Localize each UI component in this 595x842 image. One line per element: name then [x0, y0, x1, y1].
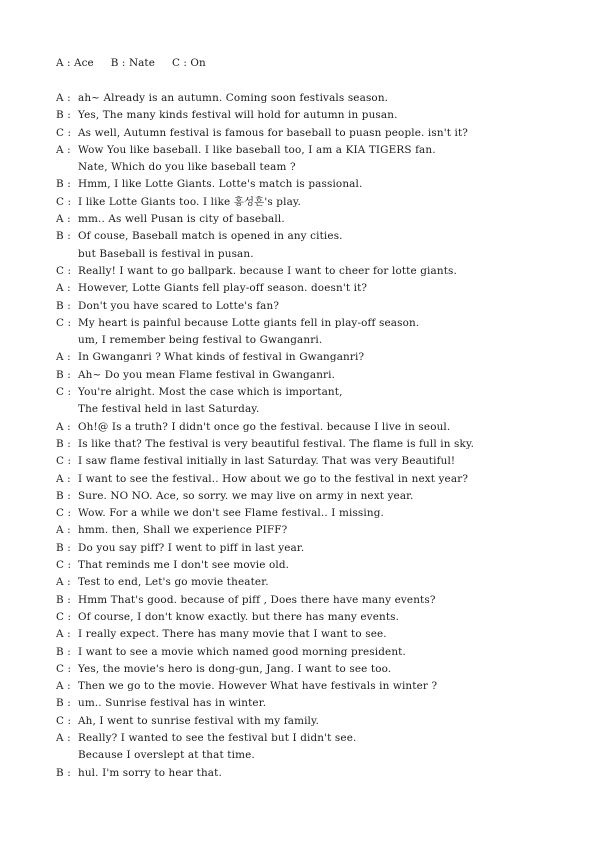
- line-text: That reminds me I don't see movie old.: [78, 559, 290, 572]
- dialogue-line: [56, 211, 556, 228]
- speaker-label: C :: [56, 455, 72, 468]
- speaker-label: A :: [56, 680, 71, 693]
- dialogue-line: [56, 557, 556, 574]
- line-text: Yes, The many kinds festival will hold for autumn in pusan.: [78, 109, 398, 122]
- dialogue-line: [56, 228, 556, 245]
- speaker-label: A :: [56, 282, 71, 295]
- dialogue-line: [56, 765, 556, 782]
- line-text: hmm. then, Shall we experience PIFF?: [78, 524, 288, 537]
- speaker-label: B :: [56, 299, 71, 312]
- dialogue-line: [56, 609, 556, 626]
- line-text: I like Lotte Giants too. I like 홍성흔's play.: [78, 195, 302, 208]
- dialogue-line: [56, 176, 556, 193]
- speaker-label: C :: [56, 662, 72, 675]
- dialogue-line: [56, 125, 556, 142]
- dialogue-line: [56, 419, 556, 436]
- line-text: As well, Autumn festival is famous for baseball to puasn people. isn't it?: [78, 126, 469, 139]
- line-text: I saw flame festival initially in last Saturday. That was very Beautiful!: [78, 455, 456, 468]
- speaker-label: A :: [56, 92, 71, 104]
- dialogue-line: [56, 349, 556, 366]
- dialogue-line: [56, 332, 556, 349]
- line-text: Wow You like baseball. I like baseball too, I am a KIA TIGERS fan.: [78, 143, 436, 156]
- speaker-label: A :: [56, 576, 71, 589]
- speaker-label: B :: [56, 437, 71, 450]
- line-text: Really! I want to go ballpark. because I want to cheer for lotte giants.: [78, 264, 457, 277]
- dialogue-line: [56, 436, 556, 453]
- line-text: My heart is painful because Lotte giants fell in play-off season.: [78, 316, 420, 329]
- dialogue-line: [56, 194, 556, 211]
- speaker-label: B :: [56, 178, 71, 191]
- line-text: um.. Sunrise festival has in winter.: [78, 697, 267, 710]
- line-text: mm.. As well Pusan is city of baseball.: [78, 213, 285, 226]
- dialogue-line: [56, 298, 556, 315]
- line-text: Test to end, Let's go movie theater.: [78, 576, 269, 589]
- speaker-label: B :: [56, 368, 71, 381]
- speaker-label: C :: [56, 610, 72, 623]
- speaker-label: B :: [56, 593, 71, 606]
- cast-list: A : Ace B : Nate C : On: [56, 57, 206, 69]
- speaker-label: [56, 246, 78, 263]
- speaker-label: B :: [56, 645, 71, 658]
- dialogue-line: [56, 246, 556, 263]
- line-text: However, Lotte Giants fell play-off season. doesn't it?: [78, 282, 368, 295]
- dialogue-line: [56, 713, 556, 730]
- line-text: Then we go to the movie. However What have festivals in winter ?: [78, 680, 438, 693]
- speaker-label: A :: [56, 143, 71, 156]
- dialogue-line: [56, 644, 556, 661]
- speaker-label: C :: [56, 714, 72, 727]
- dialogue-line: [56, 453, 556, 470]
- line-text: Sure. NO NO. Ace, so sorry. we may live on army in next year.: [78, 489, 414, 502]
- line-text: Of course, I don't know exactly. but there has many events.: [78, 610, 400, 623]
- dialogue-line: [56, 263, 556, 280]
- dialogue-line: [56, 471, 556, 488]
- dialogue-line: [56, 505, 556, 522]
- dialogue-line: [56, 661, 556, 678]
- line-text: Hmm That's good. because of piff , Does there have many events?: [78, 593, 436, 606]
- speaker-label: B :: [56, 541, 71, 554]
- line-text: Because I overslept at that time.: [78, 749, 255, 762]
- line-text: I want to see a movie which named good morning president.: [78, 645, 406, 658]
- line-text: Yes, the movie's hero is dong-gun, Jang. I want to see too.: [78, 662, 392, 675]
- speaker-label: C :: [56, 264, 72, 277]
- dialogue-line: [56, 574, 556, 591]
- line-text: I really expect. There has many movie that I want to see.: [78, 628, 387, 641]
- line-text: Nate, Which do you like baseball team ?: [78, 161, 296, 174]
- speaker-label: A :: [56, 731, 71, 744]
- speaker-label: B :: [56, 766, 71, 779]
- speaker-label: [56, 401, 78, 418]
- speaker-label: C :: [56, 126, 72, 139]
- line-text: Ah~ Do you mean Flame festival in Gwanganri.: [78, 368, 336, 381]
- dialogue-line: [56, 540, 556, 557]
- speaker-label: C :: [56, 386, 72, 399]
- dialogue-line: [56, 159, 556, 176]
- line-text: Oh!@ Is a truth? I didn't once go the festival. because I live in seoul.: [78, 420, 451, 433]
- line-text: ah~ Already is an autumn. Coming soon festivals season.: [78, 92, 389, 104]
- line-text: hul. I'm sorry to hear that.: [78, 766, 222, 779]
- speaker-label: B :: [56, 489, 71, 502]
- dialogue-line: [56, 142, 556, 159]
- line-text: You're alright. Most the case which is important,: [78, 386, 343, 399]
- line-text: Is like that? The festival is very beautiful festival. The flame is full in sky.: [78, 437, 475, 450]
- dialogue-line: [56, 626, 556, 643]
- speaker-label: [56, 159, 78, 176]
- speaker-label: A :: [56, 524, 71, 537]
- speaker-label: C :: [56, 316, 72, 329]
- speaker-label: C :: [56, 507, 72, 520]
- speaker-label: [56, 332, 78, 349]
- speaker-label: A :: [56, 472, 71, 485]
- speaker-label: B :: [56, 109, 71, 122]
- speaker-label: C :: [56, 195, 72, 208]
- dialogue-line: [56, 315, 556, 332]
- dialogue-line: [56, 522, 556, 539]
- speaker-label: A :: [56, 351, 71, 364]
- line-text: Don't you have scared to Lotte's fan?: [78, 299, 280, 312]
- dialogue-line: [56, 695, 556, 712]
- dialogue-line: [56, 678, 556, 695]
- speaker-label: [56, 747, 78, 764]
- dialogue-line: [56, 730, 556, 747]
- dialogue-line: [56, 592, 556, 609]
- dialogue: [56, 90, 556, 782]
- dialogue-line: [56, 280, 556, 297]
- speaker-label: A :: [56, 628, 71, 641]
- dialogue-line: [56, 488, 556, 505]
- line-text: The festival held in last Saturday.: [78, 403, 260, 416]
- line-text: Do you say piff? I went to piff in last year.: [78, 541, 305, 554]
- dialogue-line: [56, 401, 556, 418]
- dialogue-line: [56, 107, 556, 124]
- speaker-label: C :: [56, 559, 72, 572]
- line-text: Wow. For a while we don't see Flame festival.. I missing.: [78, 507, 384, 520]
- dialogue-line: [56, 384, 556, 401]
- line-text: In Gwanganri ? What kinds of festival in Gwanganri?: [78, 351, 365, 364]
- speaker-label: A :: [56, 420, 71, 433]
- dialogue-line: [56, 367, 556, 384]
- dialogue-line: [56, 90, 556, 107]
- speaker-label: A :: [56, 213, 71, 226]
- speaker-label: B :: [56, 697, 71, 710]
- line-text: Hmm, I like Lotte Giants. Lotte's match is passional.: [78, 178, 363, 191]
- line-text: but Baseball is festival in pusan.: [78, 247, 254, 260]
- line-text: I want to see the festival.. How about we go to the festival in next year?: [78, 472, 469, 485]
- line-text: Really? I wanted to see the festival but I didn't see.: [78, 731, 357, 744]
- dialogue-line: [56, 747, 556, 764]
- line-text: Ah, I went to sunrise festival with my family.: [78, 714, 320, 727]
- line-text: Of couse, Baseball match is opened in any cities.: [78, 230, 343, 243]
- line-text: um, I remember being festival to Gwanganri.: [78, 334, 323, 347]
- speaker-label: B :: [56, 230, 71, 243]
